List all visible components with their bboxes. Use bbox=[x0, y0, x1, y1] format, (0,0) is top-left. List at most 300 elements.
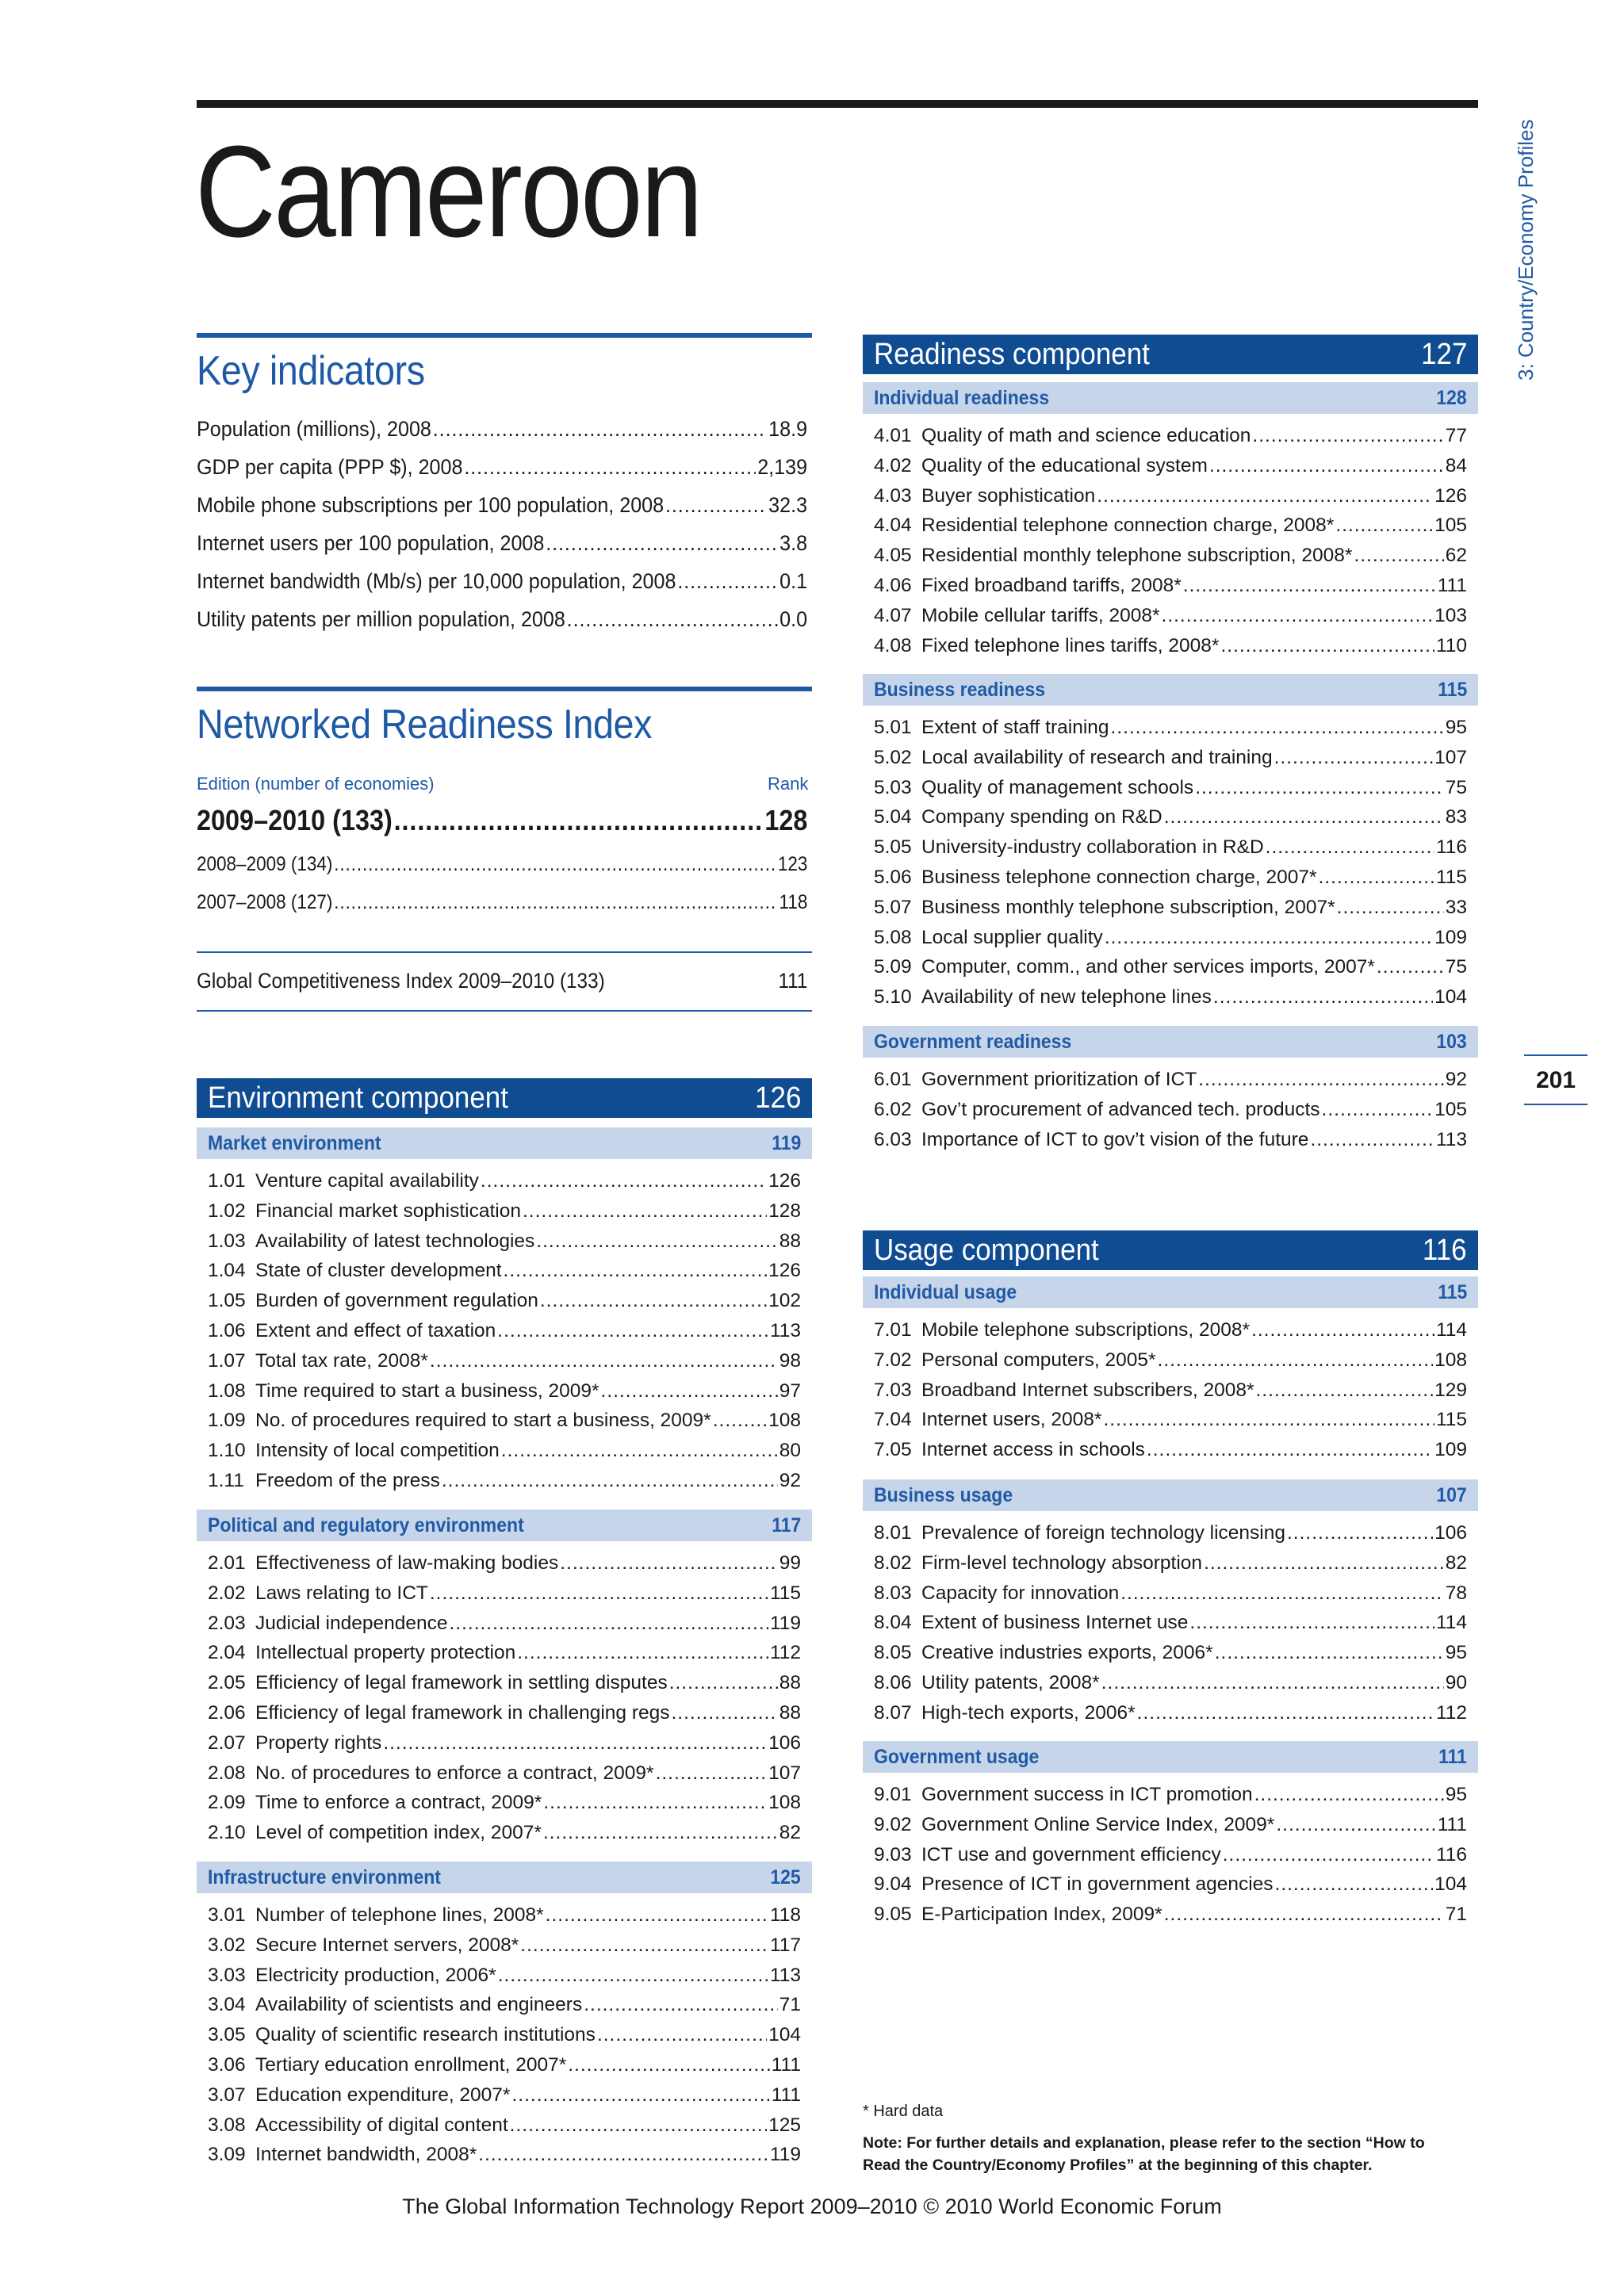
indicator-label: Utility patents, 2008* bbox=[921, 1672, 1100, 1693]
indicator-row bbox=[863, 1844, 1467, 1866]
indicator-row bbox=[197, 1290, 801, 1312]
indicator-label: Residential telephone connection charge, 2008* bbox=[921, 515, 1335, 537]
indicator-rank: 75 bbox=[1445, 776, 1467, 798]
indicator-row bbox=[863, 1380, 1467, 1402]
indicator-row bbox=[197, 1350, 801, 1372]
pillar-title: Individual readiness bbox=[874, 386, 1050, 409]
footer: The Global Information Technology Report 2009–2010 © 2010 World Economic Forum bbox=[402, 2195, 1222, 2218]
indicator-row bbox=[863, 1784, 1467, 1806]
indicator-rank: 71 bbox=[779, 1994, 801, 2016]
indicator-label: Quality of the educational system bbox=[921, 454, 1208, 476]
indicator-rank: 114 bbox=[1435, 1319, 1467, 1341]
gci-rank: 111 bbox=[778, 969, 808, 993]
indicator-label: Mobile telephone subscriptions, 2008* bbox=[921, 1319, 1251, 1341]
indicator-code: 5.01 bbox=[874, 717, 912, 738]
indicator-code: 5.06 bbox=[874, 867, 912, 888]
indicator-rank: 109 bbox=[1434, 1439, 1467, 1461]
leader-dots bbox=[478, 2144, 768, 2166]
usage-component-header bbox=[863, 1230, 1478, 1270]
indicator-code: 2.05 bbox=[208, 1672, 246, 1694]
indicator-row bbox=[863, 635, 1467, 657]
indicator-rank: 109 bbox=[1434, 926, 1467, 948]
indicator-label: Importance of ICT to gov’t vision of the future bbox=[921, 1128, 1309, 1150]
indicator-rank: 118 bbox=[769, 1904, 801, 1926]
nri-row bbox=[197, 891, 807, 914]
indicator-code: 9.04 bbox=[874, 1873, 912, 1896]
nri-row-edition: 2008–2009 (134) bbox=[197, 853, 333, 875]
indicator-row bbox=[863, 1612, 1467, 1634]
indicator-code: 1.08 bbox=[208, 1380, 246, 1402]
leader-dots bbox=[1189, 1612, 1434, 1634]
leader-dots bbox=[1101, 1672, 1444, 1694]
indicator-code: 2.04 bbox=[208, 1642, 246, 1664]
leader-dots bbox=[497, 1320, 768, 1342]
pillar-title: Infrastructure environment bbox=[208, 1866, 441, 1888]
gci-rule-top bbox=[197, 951, 812, 953]
leader-dots bbox=[1223, 1844, 1434, 1866]
leader-dots bbox=[713, 1410, 767, 1432]
indicator-label: Residential monthly telephone subscription, 2008* bbox=[921, 545, 1353, 567]
indicator-label: Internet access in schools bbox=[921, 1439, 1145, 1461]
indicator-code: 3.02 bbox=[208, 1934, 246, 1956]
leader-dots bbox=[1310, 1129, 1434, 1151]
indicator-label: Extent and effect of taxation bbox=[255, 1320, 496, 1341]
indicator-rank: 103 bbox=[1434, 604, 1467, 626]
indicator-row bbox=[863, 806, 1467, 828]
key-indicators-rule bbox=[197, 333, 812, 338]
indicator-rank: 111 bbox=[771, 2084, 801, 2106]
indicator-row bbox=[863, 1409, 1467, 1431]
note-line-1: Note: For further details and explanation, please refer to the section “How to bbox=[863, 2134, 1425, 2152]
indicator-code: 2.06 bbox=[208, 1702, 246, 1724]
indicator-row bbox=[197, 2024, 801, 2046]
indicator-label: Buyer sophistication bbox=[921, 484, 1096, 507]
indicator-label: Gov’t procurement of advanced tech. products bbox=[921, 1098, 1320, 1120]
indicator-code: 4.03 bbox=[874, 484, 912, 507]
indicator-row bbox=[863, 717, 1467, 739]
leader-dots bbox=[504, 1260, 768, 1282]
indicator-rank: 107 bbox=[1434, 746, 1467, 768]
component-rank: 127 bbox=[1420, 337, 1467, 371]
pillar-header bbox=[863, 1741, 1478, 1773]
leader-dots bbox=[1097, 485, 1433, 507]
leader-dots bbox=[334, 891, 778, 914]
indicator-code: 1.04 bbox=[208, 1260, 246, 1282]
indicator-label: State of cluster development bbox=[255, 1260, 502, 1282]
indicator-row bbox=[863, 515, 1467, 537]
indicator-label: Broadband Internet subscribers, 2008* bbox=[921, 1379, 1254, 1401]
indicator-code: 7.03 bbox=[874, 1379, 912, 1401]
indicator-label: No. of procedures required to start a business, 2009* bbox=[255, 1410, 711, 1432]
indicator-code: 1.10 bbox=[208, 1440, 246, 1462]
leader-dots bbox=[1275, 1873, 1434, 1896]
indicator-label: Availability of scientists and engineers bbox=[255, 1994, 583, 2016]
indicator-rank: 82 bbox=[779, 1822, 801, 1844]
indicator-rank: 113 bbox=[769, 1320, 801, 1341]
leader-dots bbox=[1354, 545, 1443, 567]
indicator-code: 3.08 bbox=[208, 2114, 246, 2136]
indicator-code: 9.01 bbox=[874, 1784, 912, 1805]
indicator-row bbox=[197, 1965, 801, 1987]
nri-current-edition: 2009–2010 (133) bbox=[197, 804, 393, 836]
indicator-row bbox=[863, 455, 1467, 477]
indicator-rank: 62 bbox=[1445, 545, 1467, 567]
indicator-rank: 92 bbox=[779, 1470, 801, 1491]
indicator-code: 8.02 bbox=[874, 1552, 912, 1574]
indicator-rank: 129 bbox=[1434, 1379, 1467, 1401]
indicator-row bbox=[197, 1642, 801, 1664]
leader-dots bbox=[334, 853, 776, 876]
indicator-row bbox=[863, 1552, 1467, 1575]
indicator-label: Government prioritization of ICT bbox=[921, 1069, 1197, 1090]
indicator-rank: 126 bbox=[768, 1170, 801, 1192]
indicator-rank: 102 bbox=[768, 1290, 801, 1312]
indicator-rank: 107 bbox=[768, 1762, 801, 1784]
component-title: Environment component bbox=[208, 1081, 508, 1115]
indicator-label: Time required to start a business, 2009* bbox=[255, 1380, 599, 1402]
key-indicator-value: 0.0 bbox=[779, 607, 808, 631]
pillar-rank: 119 bbox=[771, 1131, 801, 1154]
indicator-rank: 71 bbox=[1445, 1904, 1467, 1926]
indicator-rank: 75 bbox=[1445, 956, 1467, 978]
indicator-label: No. of procedures to enforce a contract, 2009* bbox=[255, 1762, 654, 1784]
indicator-rank: 99 bbox=[779, 1552, 801, 1574]
key-indicator-label: Population (millions), 2008 bbox=[197, 417, 431, 441]
indicator-rank: 106 bbox=[768, 1732, 801, 1754]
indicator-code: 8.04 bbox=[874, 1612, 912, 1634]
indicator-rank: 115 bbox=[1435, 867, 1467, 888]
indicator-row bbox=[197, 1762, 801, 1785]
component-title: Usage component bbox=[874, 1233, 1099, 1267]
indicator-code: 1.06 bbox=[208, 1320, 246, 1341]
indicator-rank: 80 bbox=[779, 1440, 801, 1462]
gci-row bbox=[197, 969, 807, 993]
hard-data-note: * Hard data bbox=[863, 2103, 944, 2120]
key-indicator-row bbox=[197, 493, 807, 518]
indicator-code: 2.02 bbox=[208, 1582, 246, 1604]
indicator-rank: 125 bbox=[768, 2114, 801, 2136]
indicator-rank: 92 bbox=[1445, 1069, 1467, 1090]
indicator-label: Time to enforce a contract, 2009* bbox=[255, 1792, 542, 1814]
pillar-header bbox=[863, 382, 1478, 414]
indicator-label: Personal computers, 2005* bbox=[921, 1349, 1156, 1371]
leader-dots bbox=[430, 1582, 768, 1605]
indicator-code: 3.01 bbox=[208, 1904, 246, 1926]
pillar-title: Business readiness bbox=[874, 678, 1046, 701]
indicator-label: Internet users, 2008* bbox=[921, 1409, 1102, 1431]
indicator-code: 2.03 bbox=[208, 1612, 246, 1634]
leader-dots bbox=[517, 1642, 768, 1664]
indicator-code: 1.05 bbox=[208, 1290, 246, 1312]
indicator-label: Quality of scientific research institutions bbox=[255, 2024, 596, 2046]
indicator-code: 5.05 bbox=[874, 836, 912, 859]
pillar-header bbox=[863, 1479, 1478, 1511]
pillar-rank: 103 bbox=[1436, 1030, 1467, 1053]
indicator-rank: 113 bbox=[769, 1964, 801, 1986]
pillar-title: Business usage bbox=[874, 1483, 1013, 1506]
indicator-row bbox=[197, 2054, 801, 2076]
indicator-row bbox=[863, 1904, 1467, 1926]
indicator-rank: 114 bbox=[1435, 1612, 1467, 1634]
indicator-row bbox=[863, 1522, 1467, 1544]
indicator-code: 7.04 bbox=[874, 1409, 912, 1431]
indicator-rank: 119 bbox=[769, 2144, 801, 2166]
indicator-label: Efficiency of legal framework in challenging regs bbox=[255, 1702, 670, 1724]
indicator-code: 5.09 bbox=[874, 956, 912, 978]
indicator-label: Government Online Service Index, 2009* bbox=[921, 1813, 1275, 1835]
indicator-code: 4.04 bbox=[874, 515, 912, 537]
indicator-label: Prevalence of foreign technology licensing bbox=[921, 1522, 1285, 1544]
indicator-row bbox=[197, 1230, 801, 1253]
indicator-code: 2.10 bbox=[208, 1822, 246, 1844]
indicator-code: 1.02 bbox=[208, 1200, 246, 1222]
indicator-code: 5.10 bbox=[874, 986, 912, 1008]
indicator-code: 8.07 bbox=[874, 1701, 912, 1724]
indicator-rank: 90 bbox=[1445, 1672, 1467, 1693]
indicator-rank: 95 bbox=[1445, 1642, 1467, 1664]
indicator-row bbox=[863, 777, 1467, 799]
pillar-rank: 111 bbox=[1438, 1745, 1467, 1768]
pillar-header bbox=[863, 1276, 1478, 1308]
indicator-code: 4.01 bbox=[874, 425, 912, 446]
indicator-code: 1.07 bbox=[208, 1349, 246, 1372]
indicator-rank: 128 bbox=[768, 1200, 801, 1222]
indicator-rank: 111 bbox=[771, 2054, 801, 2076]
indicator-code: 8.01 bbox=[874, 1522, 912, 1544]
indicator-row bbox=[197, 1672, 801, 1694]
indicator-code: 5.02 bbox=[874, 746, 912, 768]
leader-dots bbox=[1213, 986, 1433, 1008]
indicator-label: High-tech exports, 2006* bbox=[921, 1701, 1136, 1724]
key-indicators-heading: Key indicators bbox=[197, 348, 425, 394]
leader-dots bbox=[1198, 1069, 1444, 1091]
nri-edition-label: Edition (number of economies) bbox=[197, 774, 435, 794]
indicator-row bbox=[863, 545, 1467, 567]
leader-dots bbox=[584, 1994, 778, 2016]
indicator-code: 9.03 bbox=[874, 1843, 912, 1866]
indicator-label: Education expenditure, 2007* bbox=[255, 2084, 511, 2106]
indicator-label: Laws relating to ICT bbox=[255, 1582, 428, 1604]
indicator-code: 8.03 bbox=[874, 1582, 912, 1604]
indicator-code: 3.09 bbox=[208, 2144, 246, 2166]
component-rank: 116 bbox=[1423, 1233, 1467, 1267]
indicator-rank: 105 bbox=[1434, 515, 1467, 537]
indicator-code: 6.02 bbox=[874, 1098, 912, 1120]
leader-dots bbox=[1322, 1099, 1434, 1121]
leader-dots bbox=[567, 607, 779, 632]
leader-dots bbox=[1287, 1522, 1433, 1544]
leader-dots bbox=[677, 569, 778, 594]
indicator-row bbox=[863, 836, 1467, 859]
pillar-rank: 115 bbox=[1437, 678, 1467, 701]
indicator-label: Venture capital availability bbox=[255, 1170, 479, 1192]
indicator-row bbox=[863, 1642, 1467, 1664]
indicator-label: Total tax rate, 2008* bbox=[255, 1349, 428, 1372]
indicator-label: Computer, comm., and other services imports, 2007* bbox=[921, 956, 1375, 978]
indicator-rank: 126 bbox=[768, 1260, 801, 1282]
page-number-rule-top bbox=[1524, 1054, 1588, 1056]
leader-dots bbox=[1337, 897, 1444, 919]
indicator-label: Intellectual property protection bbox=[255, 1642, 516, 1664]
pillar-title: Individual usage bbox=[874, 1280, 1017, 1303]
leader-dots bbox=[665, 493, 767, 518]
pillar-header bbox=[197, 1510, 812, 1541]
indicator-label: Property rights bbox=[255, 1732, 382, 1754]
leader-dots bbox=[546, 531, 778, 556]
indicator-code: 1.01 bbox=[208, 1170, 246, 1192]
indicator-row bbox=[197, 1320, 801, 1342]
leader-dots bbox=[669, 1672, 778, 1694]
indicator-label: Availability of latest technologies bbox=[255, 1230, 535, 1252]
nri-heading: Networked Readiness Index bbox=[197, 702, 653, 748]
leader-dots bbox=[1256, 1380, 1434, 1402]
indicator-row bbox=[863, 1582, 1467, 1605]
indicator-code: 7.02 bbox=[874, 1349, 912, 1371]
indicator-row bbox=[197, 2144, 801, 2166]
leader-dots bbox=[520, 1934, 768, 1957]
nri-row-rank: 118 bbox=[779, 891, 808, 913]
indicator-rank: 112 bbox=[769, 1642, 801, 1664]
indicator-row bbox=[863, 867, 1467, 889]
leader-dots bbox=[433, 417, 768, 442]
indicator-row bbox=[863, 897, 1467, 919]
indicator-row bbox=[197, 1410, 801, 1432]
top-rule bbox=[197, 100, 1478, 108]
pillar-rank: 128 bbox=[1436, 386, 1467, 409]
indicator-code: 4.05 bbox=[874, 545, 912, 567]
leader-dots bbox=[501, 1440, 778, 1462]
indicator-label: Business telephone connection charge, 2007* bbox=[921, 867, 1317, 888]
leader-dots bbox=[394, 804, 764, 837]
key-indicator-row bbox=[197, 455, 807, 480]
indicator-rank: 126 bbox=[1434, 484, 1467, 507]
page-number-rule-bottom bbox=[1524, 1104, 1588, 1105]
pillar-rank: 117 bbox=[771, 1513, 801, 1536]
leader-dots bbox=[546, 1904, 768, 1927]
indicator-rank: 83 bbox=[1445, 806, 1467, 828]
indicator-code: 8.05 bbox=[874, 1642, 912, 1664]
nri-current bbox=[197, 804, 807, 837]
indicator-rank: 82 bbox=[1445, 1552, 1467, 1574]
indicator-label: Level of competition index, 2007* bbox=[255, 1822, 542, 1844]
indicator-rank: 95 bbox=[1445, 717, 1467, 738]
indicator-code: 3.05 bbox=[208, 2024, 246, 2046]
leader-dots bbox=[1251, 1319, 1434, 1341]
leader-dots bbox=[1147, 1439, 1433, 1461]
indicator-rank: 104 bbox=[768, 2024, 801, 2046]
indicator-code: 7.05 bbox=[874, 1439, 912, 1461]
indicator-code: 5.04 bbox=[874, 806, 912, 828]
leader-dots bbox=[464, 455, 756, 480]
leader-dots bbox=[1120, 1582, 1444, 1605]
indicator-label: Creative industries exports, 2006* bbox=[921, 1642, 1213, 1664]
indicator-label: Local availability of research and training bbox=[921, 746, 1273, 768]
indicator-row bbox=[197, 1732, 801, 1755]
key-indicator-row bbox=[197, 569, 807, 594]
indicator-row bbox=[197, 1934, 801, 1957]
indicator-code: 6.03 bbox=[874, 1128, 912, 1150]
indicator-code: 5.07 bbox=[874, 896, 912, 918]
leader-dots bbox=[656, 1762, 768, 1785]
environment-component-header bbox=[197, 1078, 812, 1118]
key-indicator-label: Mobile phone subscriptions per 100 population, 2008 bbox=[197, 493, 665, 517]
indicator-rank: 105 bbox=[1434, 1098, 1467, 1120]
indicator-row bbox=[863, 1814, 1467, 1836]
pillar-header bbox=[863, 1026, 1478, 1058]
key-indicator-value: 32.3 bbox=[768, 493, 808, 517]
readiness-component-header bbox=[863, 335, 1478, 374]
indicator-row bbox=[863, 485, 1467, 507]
indicator-code: 5.08 bbox=[874, 926, 912, 948]
leader-dots bbox=[510, 2114, 767, 2137]
indicator-row bbox=[197, 2114, 801, 2137]
indicator-rank: 119 bbox=[769, 1612, 801, 1634]
leader-dots bbox=[597, 2024, 767, 2046]
indicator-code: 3.03 bbox=[208, 1964, 246, 1986]
indicator-row bbox=[863, 575, 1467, 597]
leader-dots bbox=[383, 1732, 767, 1755]
leader-dots bbox=[449, 1613, 768, 1635]
indicator-code: 1.09 bbox=[208, 1410, 246, 1432]
indicator-code: 2.09 bbox=[208, 1792, 246, 1814]
pillar-header bbox=[197, 1127, 812, 1159]
indicator-label: Quality of management schools bbox=[921, 776, 1194, 798]
pillar-header bbox=[863, 674, 1478, 706]
leader-dots bbox=[543, 1792, 767, 1814]
indicator-rank: 113 bbox=[1435, 1128, 1467, 1150]
key-indicator-label: Internet bandwidth (Mb/s) per 10,000 population, 2008 bbox=[197, 569, 676, 593]
indicator-row bbox=[197, 1792, 801, 1814]
indicator-label: Effectiveness of law-making bodies bbox=[255, 1552, 559, 1574]
nri-row-edition: 2007–2008 (127) bbox=[197, 891, 333, 913]
indicator-rank: 116 bbox=[1435, 836, 1467, 859]
leader-dots bbox=[1111, 717, 1444, 739]
indicator-row bbox=[197, 1613, 801, 1635]
indicator-rank: 104 bbox=[1434, 986, 1467, 1008]
indicator-code: 4.06 bbox=[874, 575, 912, 596]
pillar-rank: 125 bbox=[770, 1866, 801, 1888]
component-title: Readiness component bbox=[874, 337, 1150, 371]
indicator-label: Financial market sophistication bbox=[255, 1200, 521, 1222]
indicator-rank: 108 bbox=[768, 1410, 801, 1432]
indicator-row bbox=[197, 1200, 801, 1223]
indicator-row bbox=[863, 1069, 1467, 1091]
indicator-row bbox=[197, 2084, 801, 2107]
indicator-row bbox=[197, 1994, 801, 2016]
key-indicator-row bbox=[197, 607, 807, 632]
indicator-label: Capacity for innovation bbox=[921, 1582, 1120, 1604]
indicator-row bbox=[197, 1440, 801, 1462]
indicator-rank: 115 bbox=[769, 1582, 801, 1604]
indicator-code: 4.07 bbox=[874, 604, 912, 626]
indicator-row bbox=[863, 747, 1467, 769]
indicator-row bbox=[863, 1439, 1467, 1461]
indicator-rank: 106 bbox=[1434, 1522, 1467, 1544]
component-rank: 126 bbox=[754, 1081, 801, 1115]
indicator-rank: 104 bbox=[1434, 1873, 1467, 1896]
leader-dots bbox=[543, 1822, 778, 1844]
leader-dots bbox=[1266, 836, 1434, 859]
leader-dots bbox=[1276, 1814, 1435, 1836]
pillar-rank: 107 bbox=[1436, 1483, 1467, 1506]
indicator-label: E-Participation Index, 2009* bbox=[921, 1904, 1162, 1926]
indicator-row bbox=[197, 1380, 801, 1402]
indicator-label: Availability of new telephone lines bbox=[921, 986, 1212, 1008]
indicator-label: Presence of ICT in government agencies bbox=[921, 1873, 1274, 1896]
leader-dots bbox=[1164, 806, 1444, 828]
nri-row-rank: 123 bbox=[777, 853, 808, 875]
indicator-label: Secure Internet servers, 2008* bbox=[255, 1934, 519, 1956]
